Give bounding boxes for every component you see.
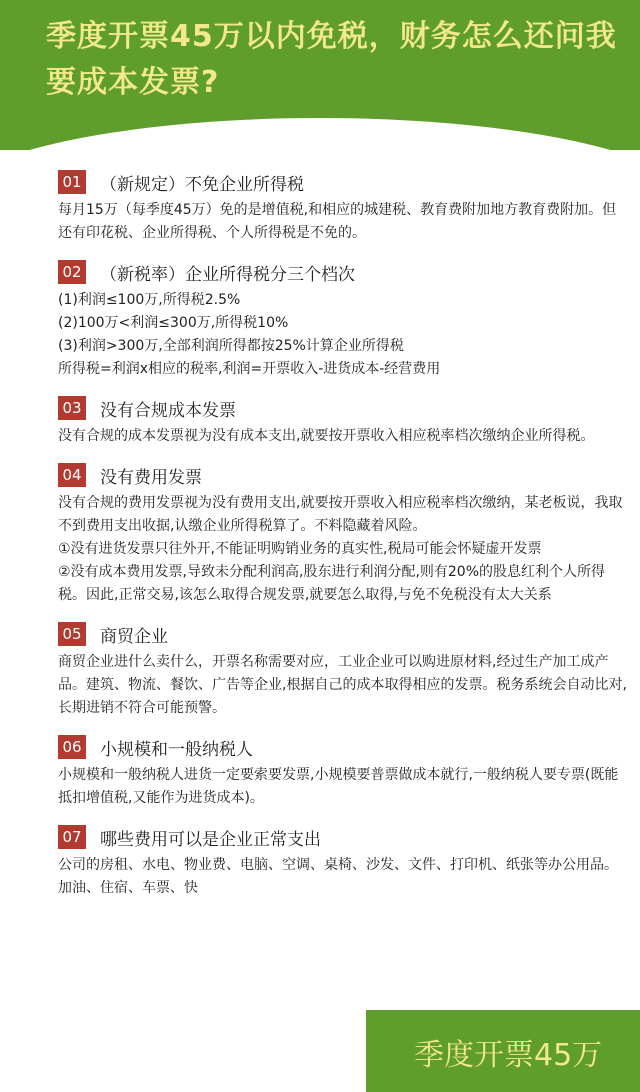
header-banner [0, 0, 640, 150]
section-07 [58, 820, 628, 900]
body-line: 每月15万（每季度45万）免的是增值税,和相应的城建税、教育费附加地方教育费附加。但还有印花税、企业所得税、个人所得税是不免的。 [58, 202, 617, 241]
bottom-banner-preview [366, 1010, 640, 1092]
section-heading [58, 617, 628, 651]
section-number: 07 [58, 825, 86, 849]
section-body [58, 199, 628, 245]
body-line: ②没有成本费用发票,导致未分配利润高,股东进行利润分配,则有20%的股息红利个人所得税。因此,正常交易,该怎么取得合规发票,就要怎么取得,与免不免税没有太大关系 [58, 564, 606, 603]
section-title: 商贸企业 [100, 626, 168, 647]
section-01 [58, 165, 628, 245]
body-line: (3)利润>300万,全部利润所得都按25%计算企业所得税 [58, 338, 404, 354]
body-line: 公司的房租、水电、物业费、电脑、空调、桌椅、沙发、文件、打印机、纸张等办公用品。加油、住宿、车票、快 [58, 857, 618, 896]
body-line: 商贸企业进什么卖什么，开票名称需要对应，工业企业可以购进原材料,经过生产加工成产品。建筑、物流、餐饮、广告等企业,根据自己的成本取得相应的发票。税务系统会自动比对,长期进销不符合可能预警。 [58, 654, 627, 716]
section-body [58, 764, 628, 810]
section-body [58, 492, 628, 607]
section-heading [58, 730, 628, 764]
section-number: 02 [58, 260, 86, 284]
section-title: 没有费用发票 [100, 467, 202, 488]
section-heading [58, 820, 628, 854]
body-line: ①没有进货发票只往外开,不能证明购销业务的真实性,税局可能会怀疑虚开发票 [58, 541, 542, 557]
body-line: 没有合规的成本发票视为没有成本支出,就要按开票收入相应税率档次缴纳企业所得税。 [58, 428, 595, 444]
section-title: 没有合规成本发票 [100, 400, 236, 421]
section-heading [58, 391, 628, 425]
section-03 [58, 391, 628, 448]
body-line: (1)利润≤100万,所得税2.5% [58, 292, 241, 308]
section-body [58, 651, 628, 720]
section-02 [58, 255, 628, 381]
section-heading [58, 255, 628, 289]
section-heading [58, 165, 628, 199]
section-05 [58, 617, 628, 720]
section-body [58, 289, 628, 381]
section-body [58, 854, 628, 900]
body-line: 所得税=利润x相应的税率,利润=开票收入-进货成本-经营费用 [58, 361, 441, 377]
section-number: 03 [58, 396, 86, 420]
section-number: 01 [58, 170, 86, 194]
section-number: 05 [58, 622, 86, 646]
bottom-banner-text: 季度开票45万 [414, 1038, 603, 1073]
page-title: 季度开票45万以内免税，财务怎么还问我要成本发票? [46, 19, 617, 100]
section-number: 04 [58, 463, 86, 487]
body-line: 没有合规的费用发票视为没有费用支出,就要按开票收入相应税率档次缴纳，某老板说，我取不到费用支出收据,认缴企业所得税算了。不料隐藏着风险。 [58, 495, 623, 534]
body-line: 小规模和一般纳税人进货一定要索要发票,小规模要普票做成本就行,一般纳税人要专票(既能抵扣增值税,又能作为进货成本)。 [58, 767, 619, 806]
section-heading [58, 458, 628, 492]
body-line: (2)100万<利润≤300万,所得税10% [58, 315, 289, 331]
section-title: （新规定）不免企业所得税 [100, 174, 304, 195]
section-title: 哪些费用可以是企业正常支出 [100, 829, 321, 850]
section-04 [58, 458, 628, 607]
section-number: 06 [58, 735, 86, 759]
section-title: （新税率）企业所得税分三个档次 [100, 264, 355, 285]
section-06 [58, 730, 628, 810]
article-content [58, 165, 628, 910]
section-body [58, 425, 628, 448]
section-title: 小规模和一般纳税人 [100, 739, 253, 760]
